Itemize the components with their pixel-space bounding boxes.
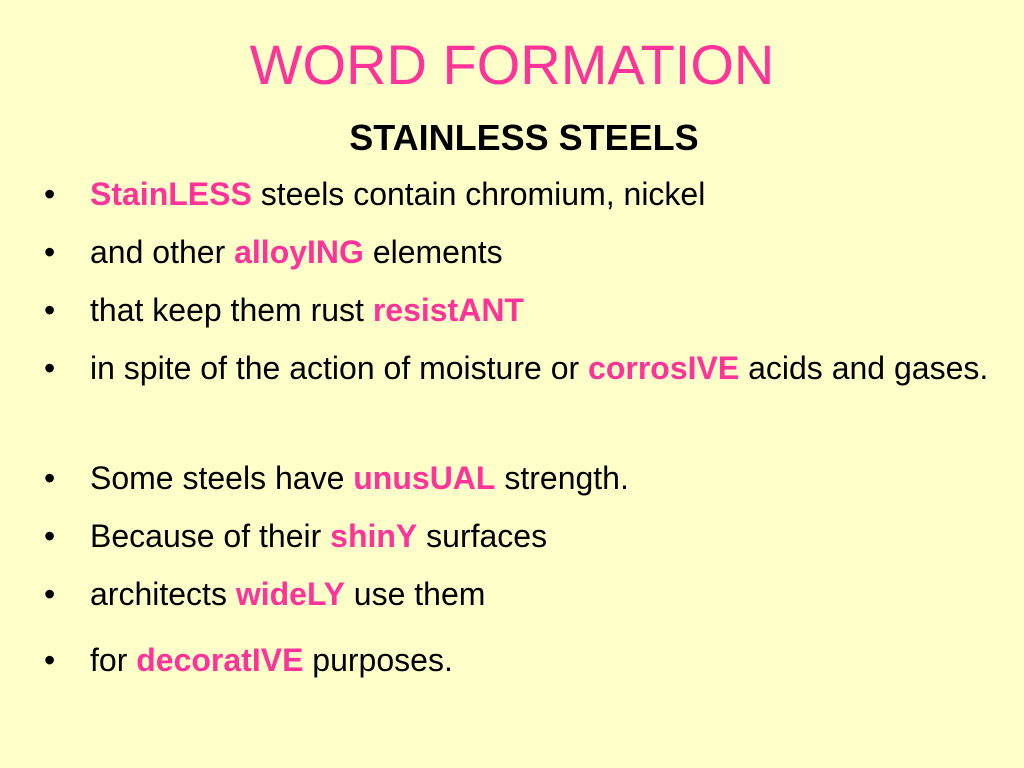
bullet-text: Because of their: [90, 518, 331, 554]
bullet-text: Some steels have: [90, 460, 354, 496]
bullet-item: [44, 344, 1004, 454]
bullet-text: use them: [344, 576, 486, 612]
bullet-dot-icon: •: [44, 518, 56, 554]
bullet-keyword: corrosIVE: [588, 350, 740, 386]
bullet-item: [44, 228, 1004, 286]
bullet-keyword: resistANT: [372, 292, 524, 328]
bullet-text: strength.: [495, 460, 629, 496]
bullet-text: in spite of the action of moisture or: [90, 350, 589, 386]
bullet-text: acids and gases.: [739, 350, 989, 386]
bullet-text: surfaces: [417, 518, 548, 554]
bullet-dot-icon: •: [44, 176, 56, 212]
bullet-item: [44, 512, 1004, 570]
bullet-item: [44, 286, 1004, 344]
bullet-item: [44, 170, 1004, 228]
bullet-text: that keep them rust: [90, 292, 373, 328]
bullet-keyword: wideLY: [235, 576, 345, 612]
bullet-text: steels contain chromium, nickel: [251, 176, 706, 212]
bullet-list: [44, 170, 1004, 694]
bullet-item: [44, 454, 1004, 512]
bullet-item: [44, 636, 1004, 694]
bullet-dot-icon: •: [44, 350, 56, 386]
bullet-text: elements: [363, 234, 503, 270]
bullet-keyword: shinY: [330, 518, 418, 554]
bullet-text: architects: [90, 576, 236, 612]
slide-subtitle: STAINLESS STEELS: [349, 117, 699, 158]
bullet-keyword: decoratIVE: [136, 642, 304, 678]
slide-title: WORD FORMATION: [249, 33, 775, 96]
bullet-text: and other: [90, 234, 235, 270]
bullet-dot-icon: •: [44, 292, 56, 328]
bullet-dot-icon: •: [44, 460, 56, 496]
bullet-dot-icon: •: [44, 642, 56, 678]
bullet-dot-icon: •: [44, 234, 56, 270]
bullet-keyword: alloyING: [234, 234, 364, 270]
bullet-text: for: [90, 642, 137, 678]
bullet-keyword: StainLESS: [90, 176, 252, 212]
bullet-keyword: unusUAL: [353, 460, 496, 496]
bullet-dot-icon: •: [44, 576, 56, 612]
bullet-item: [44, 570, 1004, 628]
bullet-text: purposes.: [303, 642, 453, 678]
